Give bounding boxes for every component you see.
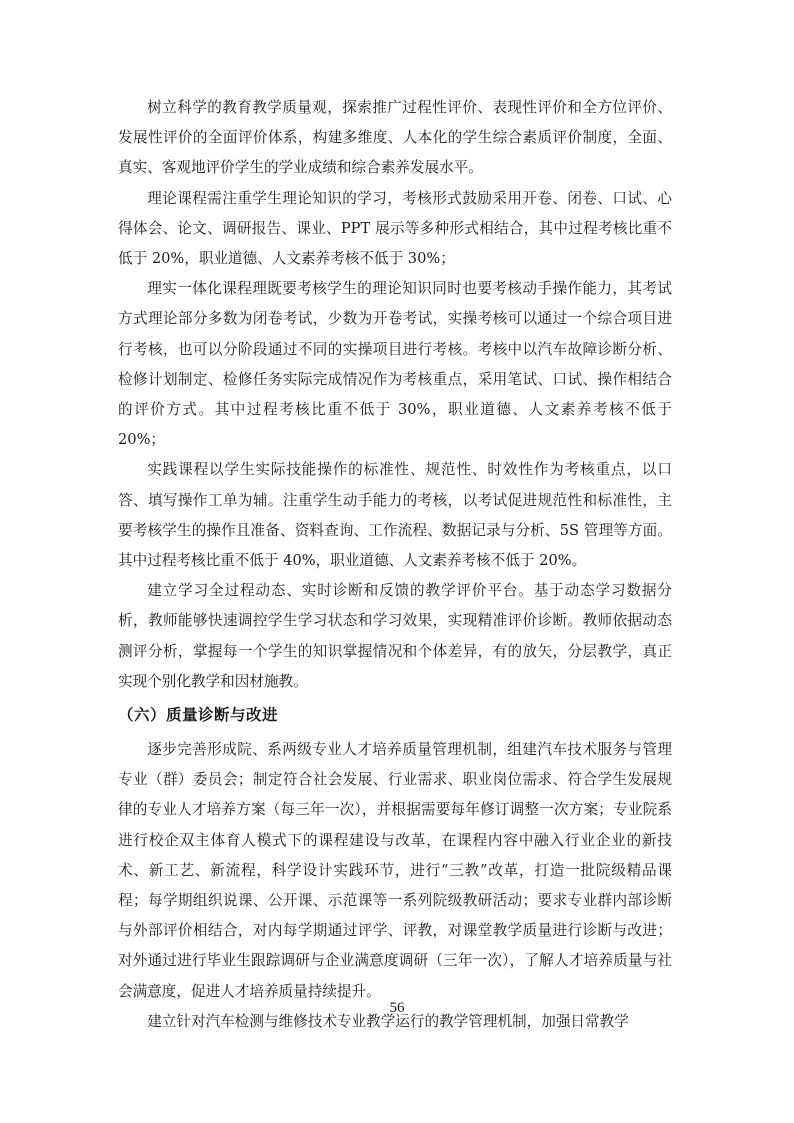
paragraph-quality-mechanism: 逐步完善形成院、系两级专业人才培养质量管理机制，组建汽车技术服务与管理专业（群）委员会；制定符合社会发展、行业需求、职业岗位需求、符合学生发展规律的专业人才培养方案（每三年一次），并根据需要每年修订调整一次方案；专业院系进行校企双主体育人模式下的课程建设与改革，在课程内容中融入行业企业的新技术、新工艺、新流程，科学设计实践环节，进行“三教”改革，打造一批院级精品课程；每学期组织说课、公开课、示范课等一系列院级教研活动；要求专业群内部诊断与外部评价相结合，对内每学期通过评学、评教，对课堂教学质量进行诊断与改进；对外通过进行毕业生跟踪调研与企业满意度调研（三年一次），了解人才培养质量与社会满意度，促进人才培养质量持续提升。 [118, 741, 672, 1000]
section-heading: （六）质量诊断与改进 [118, 705, 279, 725]
paragraph-evaluation-system: 树立科学的教育教学质量观，探索推广过程性评价、表现性评价和全方位评价、发展性评价的全面评价体系，构建多维度、人本化的学生综合素质评价制度，全面、真实、客观地评价学生的学业成绩和综合素养发展水平。 [118, 99, 672, 177]
paragraph-theory-course: 理论课程需注重学生理论知识的学习，考核形式鼓励采用开卷、闭卷、口试、心得体会、论文、调研报告、课业、PPT 展示等多种形式相结合，其中过程考核比重不低于 20%，职业道德、人文素养考核不低于 30%； [118, 189, 672, 268]
paragraph-evaluation-platform: 建立学习全过程动态、实时诊断和反馈的教学评价平台。基于动态学习数据分析，教师能够快速调控学生学习状态和学习效果，实现精准评价诊断。教师依据动态测评分析，掌握每一个学生的知识掌握情况和个体差异，有的放矢，分层教学，真正实现个别化教学和因材施教。 [118, 582, 672, 690]
paragraph-teaching-management: 建立针对汽车检测与维修技术专业教学运行的教学管理机制，加强日常教学 [147, 1012, 629, 1030]
page-number: 56 [389, 1000, 405, 1016]
page-content [118, 93, 672, 1037]
paragraph-practice-course: 实践课程以学生实际技能操作的标准性、规范性、时效性作为考核重点，以口答、填写操作工单为辅。注重学生动手能力的考核，以考试促进规范性和标准性，主要考核学生的操作且准备、资料查询、工作流程、数据记录与分析、5S 管理等方面。其中过程考核比重不低于 40%，职业道德、人文素养考核不低于 20%。 [118, 461, 672, 570]
paragraph-integrated-course: 理实一体化课程理既要考核学生的理论知识同时也要考核动手操作能力，其考试方式理论部分多数为闭卷考试，少数为开卷考试，实操考核可以通过一个综合项目进行考核，也可以分阶段通过不同的实操项目进行考核。考核中以汽车故障诊断分析、检修计划制定、检修任务实际完成情况作为考核重点，采用笔试、口试、操作相结合的评价方式。其中过程考核比重不低于 30%，职业道德、人文素养考核不低于 20%； [118, 280, 672, 449]
